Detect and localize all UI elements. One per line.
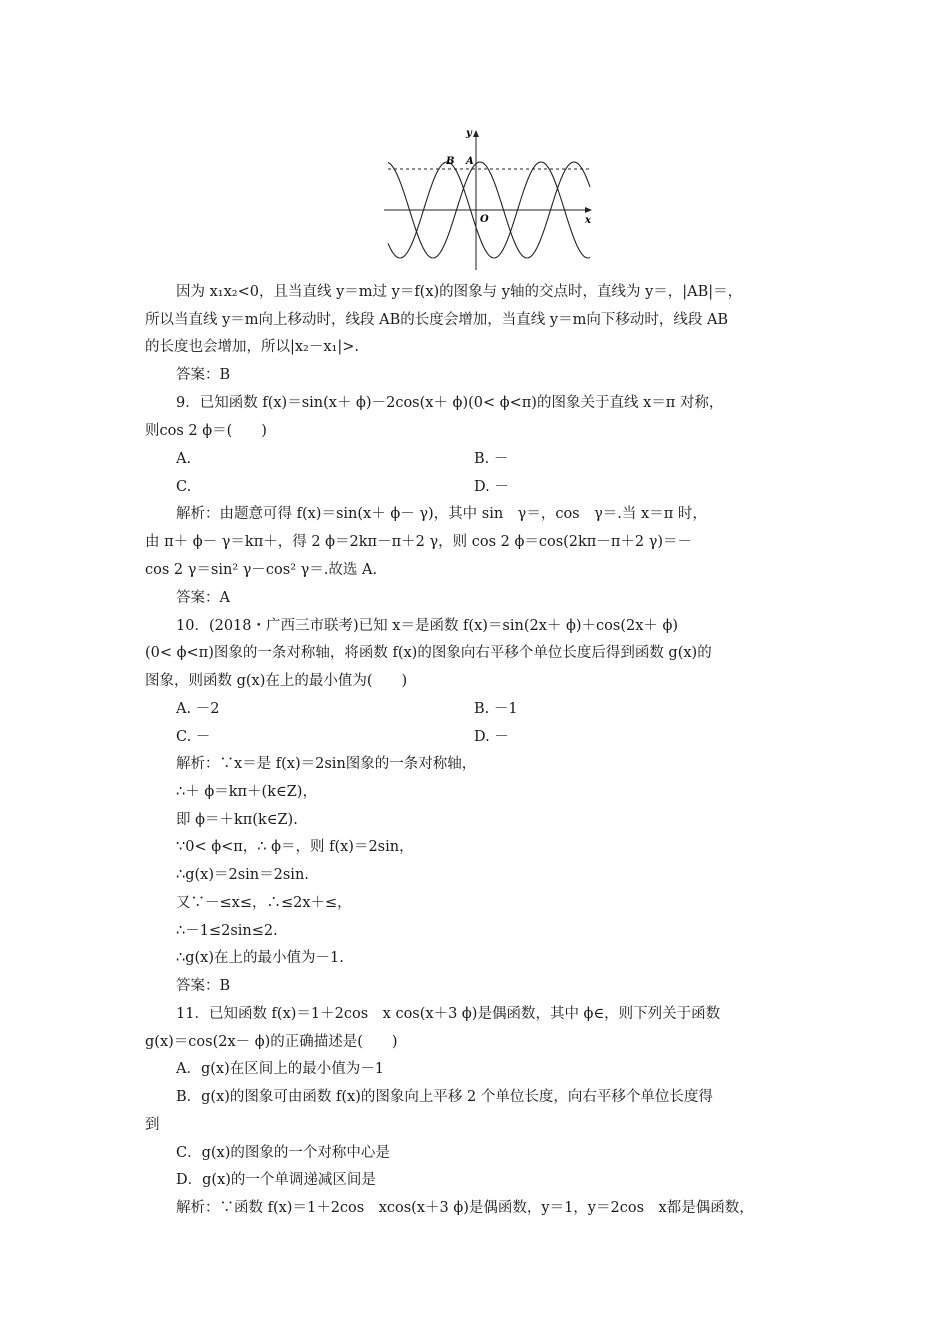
sine-graph-figure [384,124,596,272]
q9-solution-1: 解析：由题意可得 f(x)＝sin(x＋ ϕ－ γ)，其中 sin γ＝，cos γ＝.当 x＝π 时， [176,506,707,522]
q9-solution-2: 由 π＋ ϕ－ γ＝kπ＋，得 2 ϕ＝2kπ－π＋2 γ，则 cos 2 ϕ＝cos(2kπ－π＋2 γ)＝－ [145,534,693,550]
q11-option-b-cont: 到 [145,1117,160,1133]
question-9-stem-cont: 则cos 2 ϕ＝( ) [145,423,267,439]
question-9-stem: 9．已知函数 f(x)＝sin(x＋ ϕ)－2cos(x＋ ϕ)(0< ϕ<π)的图象关于直线 x＝π 对称， [176,395,724,411]
q10-solution-2: ∴＋ ϕ＝kπ＋(k∈Z)， [176,784,317,800]
q10-solution-8: ∴g(x)在上的最小值为－1. [176,950,344,966]
answer-9: 答案：A [176,590,230,606]
question-10-stem-cont-2: 图象，则函数 g(x)在上的最小值为( ) [145,673,408,689]
point-b-label: B [446,156,455,167]
question-10-stem: 10．(2018・广西三市联考)已知 x＝是函数 f(x)＝sin(2x＋ ϕ)＋cos(2x＋ ϕ) [176,618,679,634]
y-axis-label: y [466,128,472,139]
q10-option-a: A. －2 [176,701,220,717]
q10-solution-6: 又∵－≤x≤，∴≤2x＋≤， [176,895,352,911]
x-axis-label: x [585,215,591,226]
q11-option-d: D．g(x)的一个单调递减区间是 [176,1172,376,1188]
q9-solution-3: cos 2 γ＝sin² γ－cos² γ＝.故选 A. [145,562,378,578]
y-axis-arrow-icon [473,130,479,137]
q10-solution-7: ∴－1≤2sin≤2. [176,923,278,939]
q10-option-c: C. － [176,729,211,745]
answer-8: 答案：B [176,367,231,383]
question-10-stem-cont-1: (0< ϕ<π)图象的一条对称轴，将函数 f(x)的图象向右平移个单位长度后得到函数 g(x)的 [145,645,712,661]
q10-option-d: D. － [474,729,509,745]
q11-option-c: C．g(x)的图象的一个对称中心是 [176,1145,390,1161]
q10-solution-4: ∵0< ϕ<π，∴ ϕ＝，则 f(x)＝2sin， [176,839,414,855]
q10-solution-5: ∴g(x)＝2sin＝2sin. [176,867,309,883]
q9-option-b: B. － [474,451,509,467]
origin-label: O [480,214,489,225]
x-axis-arrow-icon [585,207,592,213]
text-line-1: 因为 x₁x₂<0，且当直线 y＝m过 y＝f(x)的图象与 y轴的交点时，直线为 y＝，|AB|＝， [176,284,743,300]
answer-10: 答案：B [176,978,231,994]
text-line-2: 所以当直线 y＝m向上移动时，线段 AB的长度会增加，当直线 y＝m向下移动时，线段 AB [145,312,729,328]
q9-option-a: A. [176,451,192,467]
question-11-stem: 11．已知函数 f(x)＝1＋2cos x cos(x＋3 ϕ)是偶函数，其中 ϕ∈，则下列关于函数 [176,1006,721,1022]
q11-option-b: B．g(x)的图象可由函数 f(x)的图象向上平移 2 个单位长度，向右平移个单位长度得 [176,1089,713,1105]
question-11-stem-cont: g(x)＝cos(2x－ ϕ)的正确描述是( ) [145,1034,398,1050]
q10-solution-1: 解析：∵x＝是 f(x)＝2sin图象的一条对称轴， [176,756,477,772]
q10-option-b: B. －1 [474,701,518,717]
text-line-3: 的长度也会增加，所以|x₂－x₁|>. [145,339,360,355]
q10-solution-3: 即 ϕ＝＋kπ(k∈Z). [176,812,298,828]
q9-option-c: C. [176,479,192,495]
q9-option-d: D. － [474,479,509,495]
q11-solution-1: 解析：∵函数 f(x)＝1＋2cos xcos(x＋3 ϕ)是偶函数，y＝1，y＝2cos x都是偶函数， [176,1200,754,1216]
q11-option-a: A．g(x)在区间上的最小值为－1 [176,1061,384,1077]
point-a-label: A [466,156,474,167]
